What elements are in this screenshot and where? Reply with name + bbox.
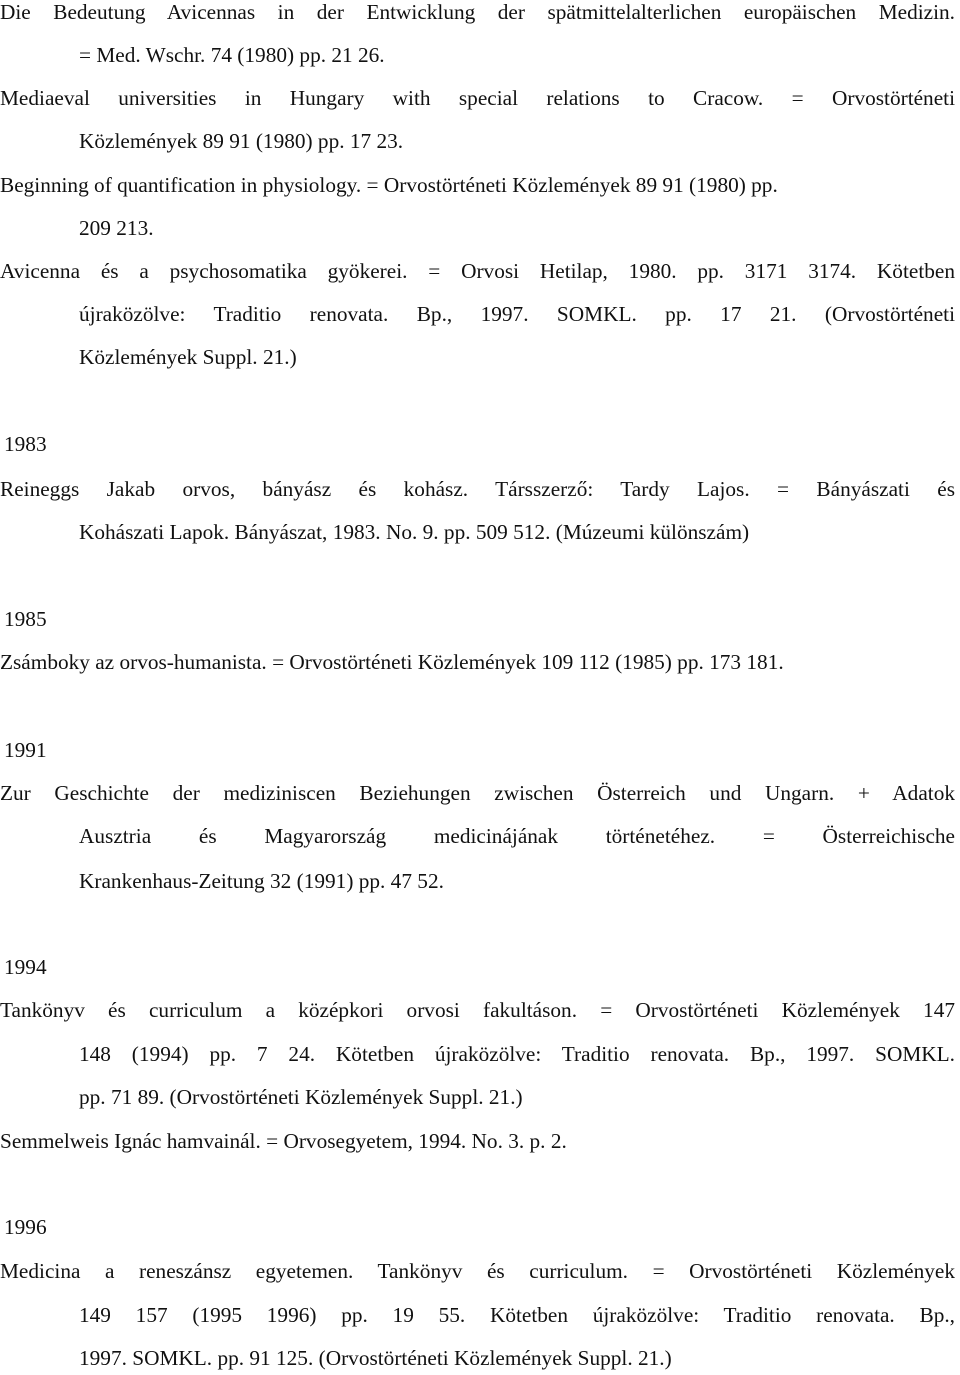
- entry-1980-mediaeval-universities-line-1: Mediaeval universities in Hungary with special relations to Cracow. = Orvostörténeti: [0, 86, 955, 110]
- entry-1980-avicenna-bedeutung-line-2: = Med. Wschr. 74 (1980) pp. 21 26.: [79, 43, 385, 67]
- entry-1996-medicina-line-3: 1997. SOMKL. pp. 91 125. (Orvostörténeti Közlemények Suppl. 21.): [79, 1346, 672, 1370]
- year-heading-1991: 1991: [4, 738, 47, 762]
- entry-1985-zsamboky: Zsámboky az orvos-humanista. = Orvostörténeti Közlemények 109 112 (1985) pp. 173 181.: [0, 650, 784, 674]
- year-heading-1994: 1994: [4, 955, 47, 979]
- entry-1980-quantification-line-1: Beginning of quantification in physiology. = Orvostörténeti Közlemények 89 91 (1980) pp.: [0, 173, 778, 197]
- entry-1996-medicina-line-2: 149 157 (1995 1996) pp. 19 55. Kötetben újraközölve: Traditio renovata. Bp.,: [79, 1303, 955, 1327]
- year-heading-1996: 1996: [4, 1215, 47, 1239]
- entry-1991-geschichte-line-2: Ausztria és Magyarország medicinájának történetéhez. = Österreichische: [79, 824, 955, 848]
- entry-1996-medicina-line-1: Medicina a reneszánsz egyetemen. Tankönyv és curriculum. = Orvostörténeti Közlemények: [0, 1259, 955, 1283]
- entry-1980-avicenna-bedeutung-line-1: Die Bedeutung Avicennas in der Entwicklung der spätmittelalterlichen europäischen Medizin.: [0, 0, 955, 24]
- entry-1994-semmelweis: Semmelweis Ignác hamvainál. = Orvosegyetem, 1994. No. 3. p. 2.: [0, 1129, 567, 1153]
- entry-1980-psychosomatika-line-2: újraközölve: Traditio renovata. Bp., 1997. SOMKL. pp. 17 21. (Orvostörténeti: [79, 302, 955, 326]
- entry-1983-reineggs-line-2: Kohászati Lapok. Bányászat, 1983. No. 9. pp. 509 512. (Múzeumi különszám): [79, 520, 750, 544]
- entry-1991-geschichte-line-3: Krankenhaus-Zeitung 32 (1991) pp. 47 52.: [79, 869, 444, 893]
- entry-1980-quantification-line-2: 209 213.: [79, 216, 154, 240]
- entry-1980-mediaeval-universities-line-2: Közlemények 89 91 (1980) pp. 17 23.: [79, 129, 404, 153]
- entry-1983-reineggs-line-1: Reineggs Jakab orvos, bányász és kohász. Társszerző: Tardy Lajos. = Bányászati és: [0, 477, 955, 501]
- year-heading-1985: 1985: [4, 607, 47, 631]
- entry-1980-psychosomatika-line-1: Avicenna és a psychosomatika gyökerei. = Orvosi Hetilap, 1980. pp. 3171 3174. Kötetben: [0, 259, 955, 283]
- entry-1994-tankonyv-line-1: Tankönyv és curriculum a középkori orvosi fakultáson. = Orvostörténeti Közlemények 147: [0, 998, 955, 1022]
- entry-1991-geschichte-line-1: Zur Geschichte der mediziniscen Beziehungen zwischen Österreich und Ungarn. + Adatok: [0, 781, 955, 805]
- year-heading-1983: 1983: [4, 432, 47, 456]
- entry-1994-tankonyv-line-2: 148 (1994) pp. 7 24. Kötetben újraközölve: Traditio renovata. Bp., 1997. SOMKL.: [79, 1042, 955, 1066]
- entry-1980-psychosomatika-line-3: Közlemények Suppl. 21.): [79, 345, 297, 369]
- entry-1994-tankonyv-line-3: pp. 71 89. (Orvostörténeti Közlemények Suppl. 21.): [79, 1085, 523, 1109]
